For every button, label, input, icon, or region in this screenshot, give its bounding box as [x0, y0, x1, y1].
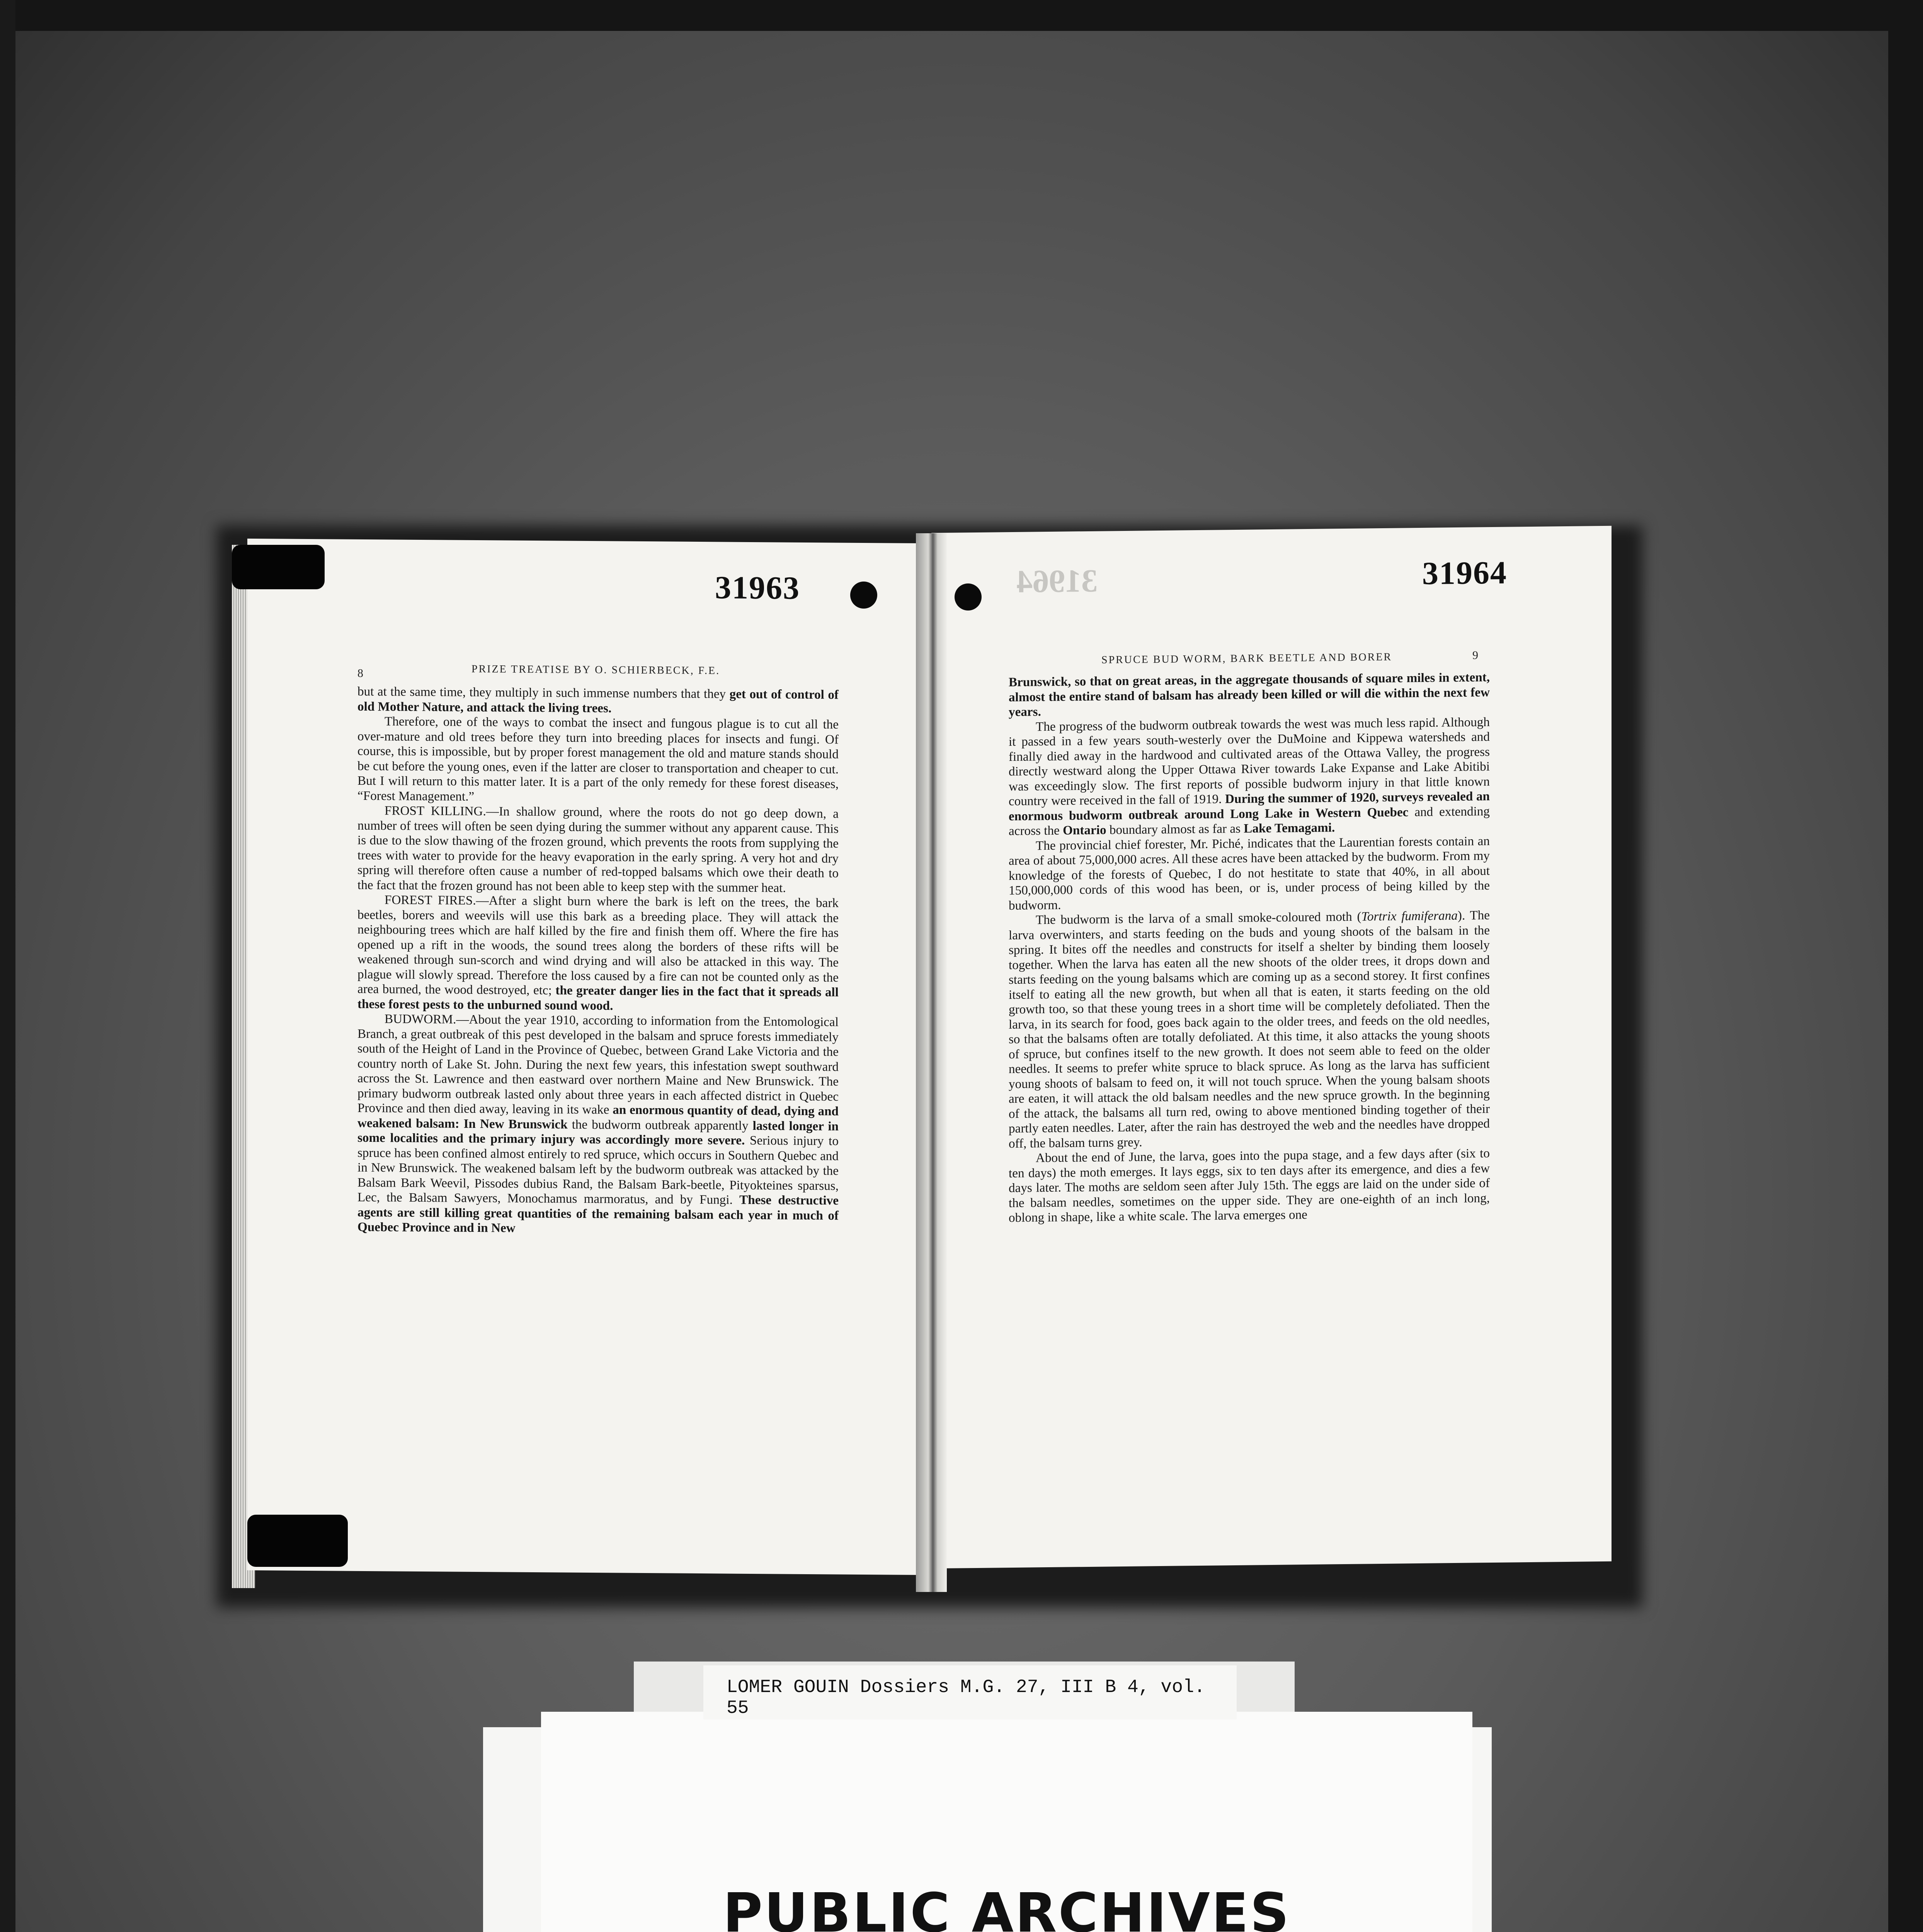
- text-run: Therefore, one of the ways to combat the insect and fungous plague is to cut all the over-mature and old trees before they turn into breeding places for insects and fungi. Of course, this is impossible, but by proper forest management the old and mature stands should be cut before the young ones, even if the latter are closer to transportation and cheaper to cut. But I will return to this matter later. It is a part of the only remedy for these forest diseases, “Forest Management.”: [357, 714, 839, 804]
- text-run: FOREST FIRES.—After a slight burn where the bark is left on the trees, the bark beetles, borers and weevils will use this bark as a breeding place. They will attack the neighbouring trees which are half killed by the fire and finish them off. Where the fire has opened up a rift in the woods, the sound trees along the borders of these rifts will be weakened through sun-scorch and wind drying and will also be attacked in this way. The plague will slowly spread. Therefore the loss caused by a fire can not be counted only as the area burned, the wood destroyed, etc;: [357, 893, 839, 998]
- left-page: [247, 539, 927, 1575]
- dossier-reference: LOMER GOUIN Dossiers M.G. 27, III B 4, vol. 55: [727, 1677, 1205, 1719]
- bold-text: get out of control of old Mother Nature, and attack the living trees.: [357, 687, 839, 715]
- bold-text: Lake Temagami.: [1244, 820, 1335, 836]
- right-page: [931, 526, 1612, 1568]
- binder-clip-bottom: [247, 1515, 348, 1567]
- bold-text: Ontario: [1063, 823, 1106, 838]
- page-number-left: 8: [357, 667, 363, 680]
- paragraph: [357, 803, 839, 896]
- scan-border-right: [1888, 0, 1923, 1932]
- scan-border-top: [0, 0, 1923, 31]
- archive-title-en: PUBLIC ARCHIVES: [723, 1882, 1291, 1932]
- binder-clip-top: [232, 545, 325, 589]
- punch-hole-left: [850, 582, 877, 609]
- dossier-label: [703, 1665, 1237, 1719]
- page-number-right: 9: [1472, 649, 1478, 662]
- archive-card: [541, 1712, 1472, 1932]
- paragraph: [1009, 908, 1490, 1151]
- bold-text: an enormous quantity of dead, dying and weakened balsam: In New Brunswick: [357, 1102, 839, 1132]
- paragraph: [357, 1012, 839, 1238]
- folio-stamp-right: 31964: [1422, 554, 1507, 592]
- bold-text: lasted longer in some localities and the primary injury was accordingly more severe.: [357, 1118, 839, 1148]
- bold-text: During the summer of 1920, surveys revealed an enormous budworm outbreak around Long Lake in Western Quebec: [1009, 789, 1490, 823]
- scan-border-left: [0, 0, 15, 1932]
- paragraph: [357, 893, 839, 1015]
- bleed-through-stamp: 31964: [1016, 563, 1098, 600]
- text-run: The progress of the budworm outbreak towards the west was much less rapid. Although it passed in a few years south-westerly over the DuMoine and Kippewa watersheds and finally died away in the hardwood and cultivated areas of the Ottawa Valley, the progress directly westward along the Upper Ottawa River towards Lake Expanse and Lake Abitibi was exceedingly slow. The first reports of possible budworm injury in that little known country were received in the fall of 1919.: [1009, 714, 1490, 809]
- running-head-left: PRIZE TREATISE BY O. SCHIERBECK, F.E.: [471, 663, 720, 677]
- bold-text: Brunswick, so that on great areas, in the aggregate thousands of square miles in extent, almost the entire stand of balsam has already been killed or will die within the next few years.: [1009, 670, 1490, 719]
- paragraph: [1009, 834, 1490, 913]
- text-run: boundary almost as far as: [1106, 821, 1244, 837]
- text-run: and extending across the: [1009, 804, 1490, 838]
- text-run: ). The larva overwinters, and starts feeding on the buds and young shoots of the balsam in the spring. It bites off the needles and constructs for itself a shelter by binding them loosely together. When the larva has eaten all the new shoots of the older trees, it drops down and starts feeding on the young balsams which are coming up as a second storey. It first confines itself to eating all the new growth, but when all that is eaten, it starts feeding on the old growth too, so that these young trees in a short time will be completely defoliated. Then the larva, in its search for food, goes back again to the older trees, and feeds on the old needles, so that the balsams often are totally defoliated. At this time, it also attacks the young shoots of spruce, but confines itself to the new growth. It does not seem able to feed on the older needles. It seems to prefer white spruce to black spruce. As long as the larva has sufficient young shoots of balsam to feed on, it will not touch spruce. When the young balsam shoots are eaten, it will attack the old balsam needles and the new spruce growth. In the beginning of the attack, the balsams all turn red, owing to above mentioned binding together of their partly eaten needles. Later, after the rain has destroyed the web and the needles have dropped off, the balsam turns grey.: [1009, 908, 1490, 1151]
- text-run: The provincial chief forester, Mr. Piché, indicates that the Laurentian forests contain an area of about 75,000,000 acres. All these acres have been attacked by the budworm. From my knowledge of the forests of Quebec, I do not hestitate to state that 40%, in all about 150,000,000 cords of this wood has been, or is, under process of being killed by the budworm.: [1009, 833, 1490, 913]
- text-run: About the end of June, the larva, goes into the pupa stage, and a few days after (six to ten days) the moth emerges. It lays eggs, six to ten days after its emergence, and dies a few days later. The moths are seldom seen after July 15th. The eggs are laid on the under side of the balsam needles, sometimes on the upper side. They are one-eighth of an inch long, oblong in shape, like a white scale. The larva emerges one: [1009, 1146, 1490, 1225]
- paragraph: [1009, 1146, 1490, 1226]
- book-gutter: [916, 533, 947, 1592]
- bold-text: the greater danger lies in the fact that it spreads all these forest pests to the unburned sound wood.: [357, 983, 839, 1013]
- paragraph: [357, 684, 839, 718]
- running-head-right: SPRUCE BUD WORM, BARK BEETLE AND BORER: [1101, 651, 1392, 666]
- italic-text: Tortrix fumiferana: [1361, 908, 1458, 924]
- paragraph: [357, 714, 839, 807]
- folio-stamp-left: 31963: [715, 570, 800, 606]
- text-run: but at the same time, they multiply in such immense numbers that they: [357, 684, 730, 701]
- text-run: the budworm outbreak apparently: [567, 1117, 753, 1133]
- right-page-body: [1009, 670, 1490, 1226]
- text-run: The budworm is the larva of a small smoke-coloured moth (: [1036, 909, 1361, 927]
- text-run: BUDWORM.—About the year 1910, according to information from the Entomological Branch, a great outbreak of this pest developed in the balsam and spruce forests immediately south of the Height of Land in the Province of Quebec, between Grand Lake Victoria and the country north of Lake St. John. During the next few years, this infestation swept southward across the St. Lawrence and then eastward over northern Maine and New Brunswick. The primary budworm outbreak lasted only about three years in each affected district in Quebec Province and then died away, leaving in its wake: [357, 1012, 839, 1117]
- paragraph: [1009, 715, 1490, 839]
- text-run: Serious injury to spruce has been confined almost entirely to red spruce, which occurs in Southern Quebec and in New Brunswick. The weakened balsam left by the budworm outbreak was attacked by the Balsam Bark Weevil, Pissodes dubius Rand, the Balsam Bark-beetle, Pityokteines sparsus, Lec, the Balsam Sawyers, Monochamus marmoratus, and by Fungi.: [357, 1133, 839, 1207]
- left-page-body: [357, 684, 839, 1238]
- bold-text: These destructive agents are still killing great quantities of the remaining balsam each year in much of Quebec Province and in New: [357, 1192, 839, 1235]
- punch-hole-right: [955, 583, 982, 611]
- paragraph: [1009, 670, 1490, 720]
- text-run: FROST KILLING.—In shallow ground, where the roots do not go deep down, a number of trees will often be seen dying during the summer without any apparent cause. This is due to the slow thawing of the frozen ground, which prevents the roots from supplying the trees with water to provide for the heavy evaporation in the early spring. A very hot and dry spring will therefore often cause a number of red-topped balsams which owe their death to the fact that the frozen ground has not been able to keep step with the summer heat.: [357, 803, 839, 895]
